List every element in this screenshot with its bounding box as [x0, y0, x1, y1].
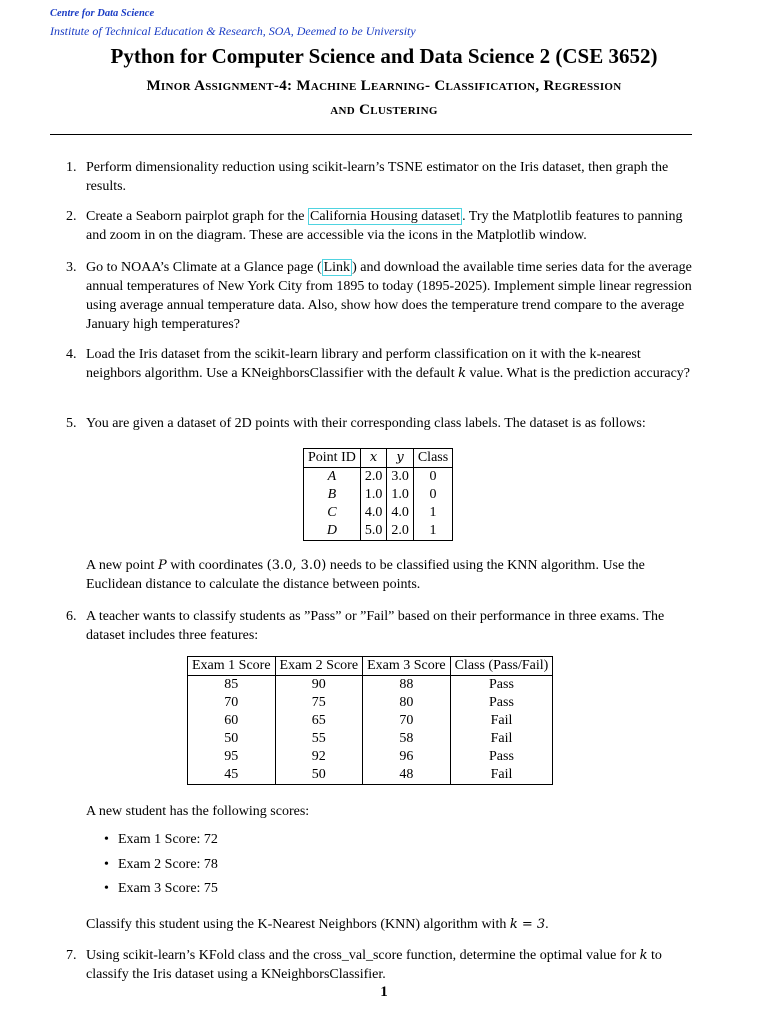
table-cell: 75: [275, 694, 363, 712]
text-segment: needs to be classified using the KNN algorithm. Use the Euclidean distance to calculate the distance between points.: [86, 558, 645, 592]
table-cell: Fail: [450, 730, 553, 748]
table-cell: Pass: [450, 694, 553, 712]
table-cell: 1: [413, 522, 452, 541]
question-7: [66, 946, 692, 984]
table-cell: 0: [413, 486, 452, 504]
table-cell: 96: [363, 748, 451, 766]
table-cell: 5.0: [360, 522, 387, 541]
page-number: 1: [380, 984, 388, 1000]
table-row: [304, 504, 453, 522]
table-cell: 0: [413, 468, 452, 487]
table-cell: 50: [275, 766, 363, 785]
table-cell: Pass: [450, 748, 553, 766]
table-cell: 95: [188, 748, 276, 766]
question-4: [66, 345, 692, 383]
list-item: • Exam 3 Score: 75: [104, 879, 218, 904]
header-class: Class: [413, 449, 452, 468]
new-student-scores-list: [104, 830, 218, 904]
question-number: 5.: [66, 416, 77, 431]
header-exam1: Exam 1 Score: [188, 657, 276, 676]
table-cell: C: [304, 504, 361, 522]
table-row: [304, 486, 453, 504]
table-row: [188, 676, 553, 695]
text-segment: Classify this student using the K-Nearest Neighbors (KNN) algorithm with: [86, 917, 510, 932]
question-text: You are given a dataset of 2D points with their corresponding class labels. The dataset is as follows:: [86, 416, 646, 431]
question-1: [66, 158, 692, 196]
question-5: [66, 414, 692, 433]
math-k: k: [458, 366, 466, 381]
list-item: • Exam 2 Score: 78: [104, 855, 218, 880]
list-item: • Exam 1 Score: 72: [104, 830, 218, 855]
question-6: [66, 607, 692, 645]
table-cell: D: [304, 522, 361, 541]
table-cell: 1.0: [387, 486, 414, 504]
question-text: Create a Seaborn pairplot graph for the: [86, 209, 308, 224]
question-text: Perform dimensionality reduction using scikit-learn’s TSNE estimator on the Iris dataset, then graph the results.: [86, 160, 669, 194]
table-row: [188, 694, 553, 712]
question-2: [66, 207, 692, 245]
math-k-equals-3: k = 3: [509, 917, 546, 932]
question-text: Load the Iris dataset from the scikit-learn library and perform classification on it with the k-nearest neighbors algorithm. Use a KNeighborsClassifier with the default: [86, 347, 641, 381]
institute-name: Institute of Technical Education & Research, SOA, Deemed to be University: [50, 24, 416, 38]
header-y: y: [387, 449, 414, 468]
text-segment: with coordinates: [166, 558, 267, 573]
points-table: [303, 448, 453, 541]
question-text: A teacher wants to classify students as ”Pass” or ”Fail” based on their performance in three exams. The dataset includes three features:: [86, 609, 665, 643]
question-number: 2.: [66, 209, 77, 224]
table-cell: 1.0: [360, 486, 387, 504]
q6-classify-text: [86, 915, 692, 934]
table-cell: 80: [363, 694, 451, 712]
table-cell: 70: [363, 712, 451, 730]
table-cell: 1: [413, 504, 452, 522]
table-cell: 65: [275, 712, 363, 730]
text-segment: .: [545, 917, 549, 932]
table-cell: 2.0: [360, 468, 387, 487]
centre-name: Centre for Data Science: [50, 8, 155, 19]
question-text-cont: . Try the Matplotlib features to panning and zoom in on the diagram. These are accessible via the icons in the Matplotlib window.: [86, 209, 683, 243]
math-k: k: [639, 948, 648, 963]
table-row: [188, 730, 553, 748]
question-number: 1.: [66, 160, 77, 175]
table-cell: 45: [188, 766, 276, 785]
math-coords: (3.0, 3.0): [266, 558, 327, 573]
table-row: [188, 748, 553, 766]
table-cell: A: [304, 468, 361, 487]
question-text-cont: value. What is the prediction accuracy?: [465, 366, 691, 381]
text-segment: A new point: [86, 558, 158, 573]
table-row: [304, 522, 453, 541]
table-cell: 92: [275, 748, 363, 766]
table-cell: 48: [363, 766, 451, 785]
table-cell: Pass: [450, 676, 553, 695]
header-class: Class (Pass/Fail): [450, 657, 553, 676]
header-x: x: [360, 449, 387, 468]
table-row: [304, 468, 453, 487]
question-number: 4.: [66, 347, 77, 362]
math-p: P: [157, 558, 167, 573]
table-cell: 4.0: [387, 504, 414, 522]
table-cell: Fail: [450, 766, 553, 785]
question-3: [66, 258, 692, 334]
table-cell: 58: [363, 730, 451, 748]
question-text-cont: to classify the Iris dataset using a KNeighborsClassifier.: [86, 948, 662, 982]
subtitle-line-2: and Clustering: [330, 102, 438, 118]
table-cell: 88: [363, 676, 451, 695]
exam-scores-table: [187, 656, 553, 785]
table-cell: B: [304, 486, 361, 504]
table-header-row: [188, 657, 553, 676]
header-divider: [50, 134, 692, 135]
question-text: Go to NOAA’s Climate at a Glance page (: [86, 260, 322, 275]
table-row: [188, 766, 553, 785]
california-housing-link[interactable]: California Housing dataset: [309, 209, 461, 224]
table-cell: 4.0: [360, 504, 387, 522]
table-cell: 85: [188, 676, 276, 695]
header-point-id: Point ID: [304, 449, 361, 468]
new-student-intro: A new student has the following scores:: [86, 804, 310, 819]
table-cell: 90: [275, 676, 363, 695]
table-cell: 60: [188, 712, 276, 730]
document-title: Python for Computer Science and Data Science 2 (CSE 3652): [110, 44, 658, 68]
question-text-cont: ) and download the available time series data for the average annual temperatures of New York City from 1895 to today (1895-2025). Implement simple linear regression using average annual temperature data. Also, show how does the temperature trend compare to the average January high temperatures?: [86, 260, 692, 332]
table-cell: 2.0: [387, 522, 414, 541]
header-exam2: Exam 2 Score: [275, 657, 363, 676]
question-number: 7.: [66, 948, 77, 963]
q5-new-point-text: [86, 556, 692, 594]
table-header-row: [304, 449, 453, 468]
header-exam3: Exam 3 Score: [363, 657, 451, 676]
table-cell: 70: [188, 694, 276, 712]
table-cell: 55: [275, 730, 363, 748]
question-number: 6.: [66, 609, 77, 624]
noaa-link[interactable]: Link: [323, 260, 351, 275]
table-cell: Fail: [450, 712, 553, 730]
subtitle-line-1: Minor Assignment-4: Machine Learning- Classification, Regression: [146, 78, 622, 94]
table-row: [188, 712, 553, 730]
table-cell: 50: [188, 730, 276, 748]
question-number: 3.: [66, 260, 77, 275]
question-text: Using scikit-learn’s KFold class and the cross_val_score function, determine the optimal value for: [86, 948, 640, 963]
table-cell: 3.0: [387, 468, 414, 487]
